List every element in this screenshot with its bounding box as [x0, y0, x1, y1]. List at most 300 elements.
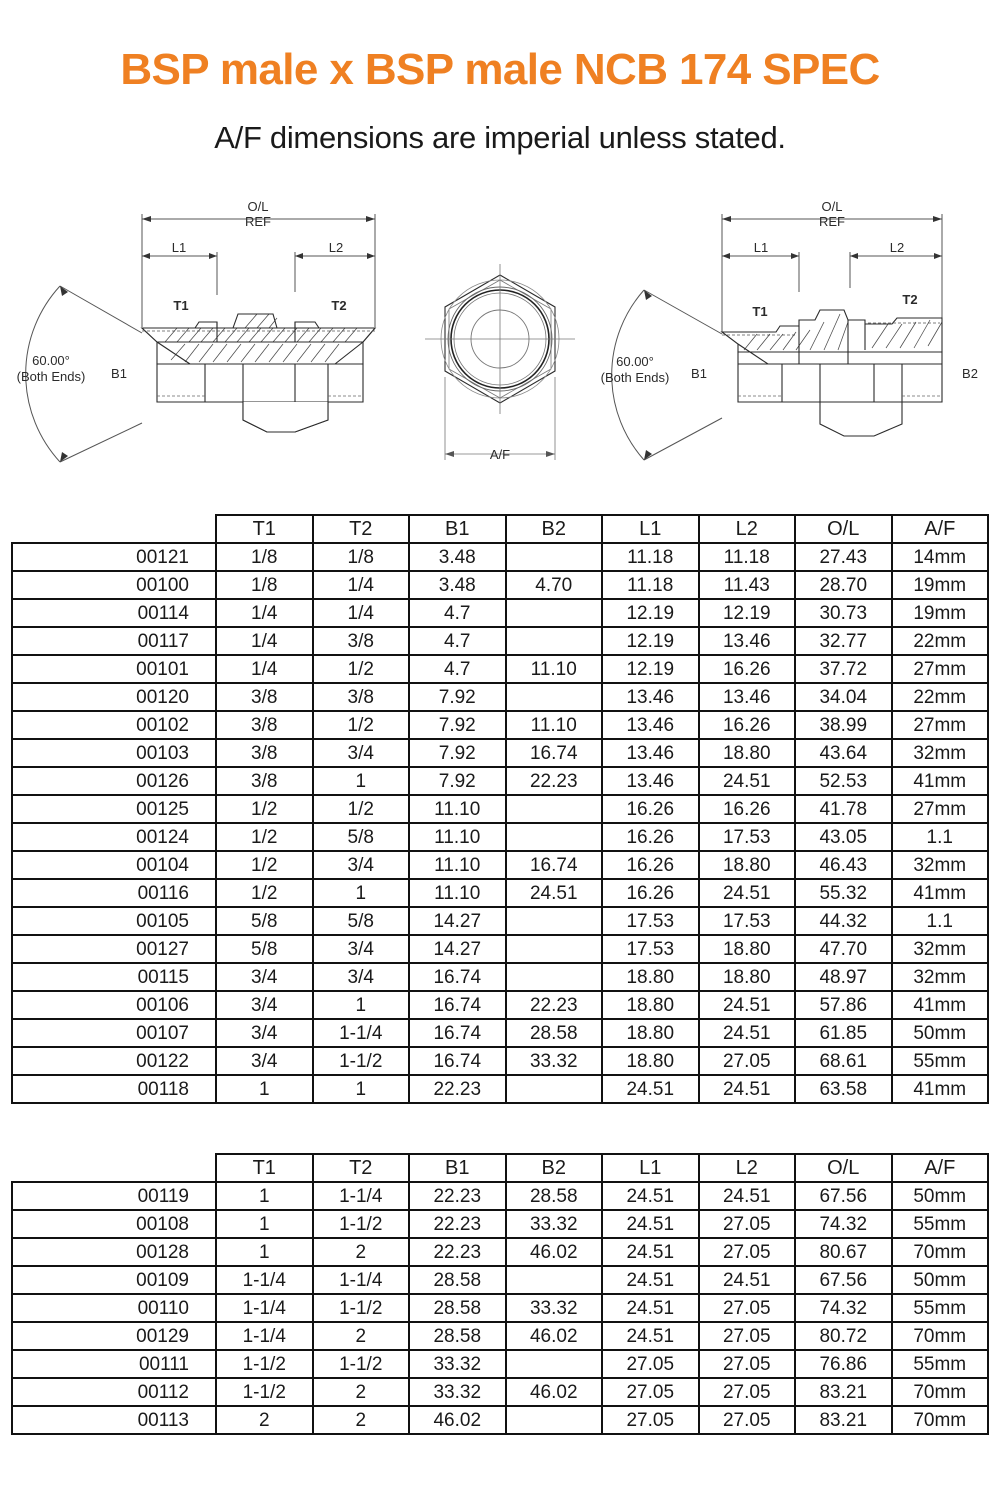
- cell-part-number: 00120: [12, 683, 216, 711]
- cell-t1: 3/8: [216, 683, 313, 711]
- cell-t1: 1-1/2: [216, 1350, 313, 1378]
- cell-a-f: 22mm: [892, 683, 989, 711]
- table-row: [12, 571, 988, 599]
- cell-l2: 17.53: [699, 907, 796, 935]
- column-header-t1: T1: [216, 1154, 313, 1182]
- cell-t2: 2: [313, 1238, 410, 1266]
- cell-part-number: 00105: [12, 907, 216, 935]
- cell-t2: 1: [313, 991, 410, 1019]
- cell-l2: 27.05: [699, 1294, 796, 1322]
- cell-l2: 24.51: [699, 879, 796, 907]
- cell-t2: 3/8: [313, 683, 410, 711]
- cell-b2: 33.32: [506, 1294, 603, 1322]
- table-row: [12, 767, 988, 795]
- cell-b1: 7.92: [409, 711, 506, 739]
- cell-t1: 5/8: [216, 907, 313, 935]
- spec-table-2-head: [12, 1154, 988, 1182]
- cell-t1: 1-1/4: [216, 1322, 313, 1350]
- cell-part-number: 00122: [12, 1047, 216, 1075]
- cell-t2: 1-1/4: [313, 1019, 410, 1047]
- cell-l1: 13.46: [602, 767, 699, 795]
- table-row: [12, 879, 988, 907]
- right-overall-length-label-line1: O/L: [821, 199, 843, 214]
- cell-t1: 1/4: [216, 627, 313, 655]
- cell-l2: 18.80: [699, 963, 796, 991]
- cell-t2: 1-1/2: [313, 1047, 410, 1075]
- cell-l2: 24.51: [699, 767, 796, 795]
- column-header-part-number: [12, 515, 216, 543]
- cell-b2: 46.02: [506, 1322, 603, 1350]
- cell-l1: 17.53: [602, 907, 699, 935]
- cell-t2: 5/8: [313, 823, 410, 851]
- cell-b1: 4.7: [409, 655, 506, 683]
- cell-t1: 1/2: [216, 795, 313, 823]
- cell-t1: 1/4: [216, 655, 313, 683]
- cell-l2: 13.46: [699, 683, 796, 711]
- cell-a-f: 32mm: [892, 739, 989, 767]
- cell-o-l: 44.32: [795, 907, 892, 935]
- cell-o-l: 74.32: [795, 1210, 892, 1238]
- cell-part-number: 00113: [12, 1406, 216, 1434]
- cell-l2: 16.26: [699, 795, 796, 823]
- cell-l1: 24.51: [602, 1210, 699, 1238]
- page-title: BSP male x BSP male NCB 174 SPEC: [120, 45, 880, 94]
- cell-a-f: 50mm: [892, 1182, 989, 1210]
- column-header-l2: L2: [699, 1154, 796, 1182]
- cell-l1: 18.80: [602, 963, 699, 991]
- cell-part-number: 00121: [12, 543, 216, 571]
- left-angle-label-line2: (Both Ends): [16, 369, 86, 384]
- cell-o-l: 67.56: [795, 1182, 892, 1210]
- cell-l1: 16.26: [602, 795, 699, 823]
- cell-a-f: 32mm: [892, 963, 989, 991]
- cell-t1: 1/8: [216, 571, 313, 599]
- table-header-row: [12, 1154, 988, 1182]
- cell-t2: 2: [313, 1378, 410, 1406]
- left-overall-length-label-line1: O/L: [247, 199, 269, 214]
- left-overall-length-label-line2: REF: [245, 214, 271, 229]
- table-row: [12, 1294, 988, 1322]
- cell-b2: [506, 935, 603, 963]
- cell-part-number: 00103: [12, 739, 216, 767]
- cell-o-l: 80.72: [795, 1322, 892, 1350]
- column-header-l1: L1: [602, 515, 699, 543]
- cell-o-l: 43.05: [795, 823, 892, 851]
- cell-l1: 16.26: [602, 823, 699, 851]
- cell-t1: 3/4: [216, 991, 313, 1019]
- cell-t2: 2: [313, 1322, 410, 1350]
- cell-b2: 16.74: [506, 739, 603, 767]
- cell-b2: [506, 627, 603, 655]
- cell-a-f: 27mm: [892, 655, 989, 683]
- cell-l2: 27.05: [699, 1350, 796, 1378]
- cell-l1: 27.05: [602, 1406, 699, 1434]
- cell-o-l: 38.99: [795, 711, 892, 739]
- cell-l1: 24.51: [602, 1238, 699, 1266]
- right-angle-label-line1: 60.00°: [616, 354, 654, 369]
- cell-l2: 27.05: [699, 1322, 796, 1350]
- right-b1-label: B1: [691, 366, 707, 381]
- cell-t1: 1-1/4: [216, 1294, 313, 1322]
- left-l1-label: L1: [171, 240, 187, 255]
- column-header-o-l: O/L: [795, 515, 892, 543]
- cell-b1: 28.58: [409, 1322, 506, 1350]
- cell-t1: 5/8: [216, 935, 313, 963]
- cell-b2: [506, 543, 603, 571]
- cell-b1: 16.74: [409, 1019, 506, 1047]
- cell-l2: 18.80: [699, 935, 796, 963]
- cell-o-l: 47.70: [795, 935, 892, 963]
- technical-drawings-band: [0, 192, 1000, 502]
- cell-part-number: 00125: [12, 795, 216, 823]
- table-header-row: [12, 515, 988, 543]
- table-row: [12, 1047, 988, 1075]
- cell-t1: 1/8: [216, 543, 313, 571]
- cell-part-number: 00112: [12, 1378, 216, 1406]
- cell-o-l: 80.67: [795, 1238, 892, 1266]
- cell-t1: 3/4: [216, 1047, 313, 1075]
- cell-l1: 27.05: [602, 1350, 699, 1378]
- cell-o-l: 74.32: [795, 1294, 892, 1322]
- cell-l1: 24.51: [602, 1294, 699, 1322]
- cell-t2: 3/4: [313, 739, 410, 767]
- cell-o-l: 48.97: [795, 963, 892, 991]
- spec-table-2: [11, 1153, 989, 1435]
- cell-b2: 24.51: [506, 879, 603, 907]
- cell-o-l: 30.73: [795, 599, 892, 627]
- cell-o-l: 76.86: [795, 1350, 892, 1378]
- cell-part-number: 00127: [12, 935, 216, 963]
- cell-l2: 27.05: [699, 1406, 796, 1434]
- cell-o-l: 63.58: [795, 1075, 892, 1103]
- cell-b2: [506, 907, 603, 935]
- cell-l2: 17.53: [699, 823, 796, 851]
- cell-l1: 13.46: [602, 683, 699, 711]
- cell-b1: 7.92: [409, 767, 506, 795]
- cell-l2: 24.51: [699, 1266, 796, 1294]
- table-row: [12, 1322, 988, 1350]
- cell-o-l: 34.04: [795, 683, 892, 711]
- cell-l1: 12.19: [602, 599, 699, 627]
- cell-l2: 18.80: [699, 739, 796, 767]
- column-header-part-number: [12, 1154, 216, 1182]
- cell-part-number: 00118: [12, 1075, 216, 1103]
- cell-l2: 12.19: [699, 599, 796, 627]
- cell-o-l: 32.77: [795, 627, 892, 655]
- cell-b2: 11.10: [506, 655, 603, 683]
- cell-t2: 1/2: [313, 711, 410, 739]
- column-header-b1: B1: [409, 1154, 506, 1182]
- table-row: [12, 1019, 988, 1047]
- left-b1-label: B1: [111, 366, 127, 381]
- cell-b1: 11.10: [409, 795, 506, 823]
- cell-o-l: 57.86: [795, 991, 892, 1019]
- cell-t1: 1: [216, 1075, 313, 1103]
- cell-l2: 11.18: [699, 543, 796, 571]
- cell-b1: 14.27: [409, 907, 506, 935]
- cell-t1: 3/8: [216, 711, 313, 739]
- left-l2-label: L2: [328, 240, 344, 255]
- spec-table-2-body: [12, 1182, 988, 1434]
- right-t1-label: T1: [752, 304, 768, 319]
- right-l2-label: L2: [889, 240, 905, 255]
- cell-l2: 24.51: [699, 991, 796, 1019]
- cell-l2: 16.26: [699, 711, 796, 739]
- cell-part-number: 00109: [12, 1266, 216, 1294]
- cell-b2: 22.23: [506, 767, 603, 795]
- cell-t1: 3/8: [216, 767, 313, 795]
- cell-b2: 33.32: [506, 1047, 603, 1075]
- center-hex-end-view-drawing: [405, 192, 595, 502]
- cell-a-f: 70mm: [892, 1378, 989, 1406]
- right-fitting-cross-section-drawing: [592, 192, 1000, 502]
- cell-t2: 1/4: [313, 599, 410, 627]
- cell-a-f: 1.1: [892, 823, 989, 851]
- cell-b1: 16.74: [409, 963, 506, 991]
- cell-t2: 5/8: [313, 907, 410, 935]
- cell-o-l: 83.21: [795, 1378, 892, 1406]
- table-row: [12, 1182, 988, 1210]
- cell-b1: 46.02: [409, 1406, 506, 1434]
- column-header-b2: B2: [506, 515, 603, 543]
- cell-t1: 1: [216, 1238, 313, 1266]
- column-header-t2: T2: [313, 1154, 410, 1182]
- cell-t1: 1: [216, 1182, 313, 1210]
- cell-l2: 13.46: [699, 627, 796, 655]
- cell-part-number: 00124: [12, 823, 216, 851]
- cell-b2: 4.70: [506, 571, 603, 599]
- cell-t2: 1/2: [313, 655, 410, 683]
- cell-l2: 27.05: [699, 1378, 796, 1406]
- cell-t2: 1/2: [313, 795, 410, 823]
- cell-l2: 27.05: [699, 1238, 796, 1266]
- cell-t2: 3/4: [313, 935, 410, 963]
- cell-a-f: 41mm: [892, 879, 989, 907]
- cell-o-l: 55.32: [795, 879, 892, 907]
- cell-l1: 24.51: [602, 1182, 699, 1210]
- table-row: [12, 1238, 988, 1266]
- table-row: [12, 1378, 988, 1406]
- spec-table-1-body: [12, 543, 988, 1103]
- column-header-l2: L2: [699, 515, 796, 543]
- cell-t2: 1: [313, 879, 410, 907]
- cell-part-number: 00126: [12, 767, 216, 795]
- cell-part-number: 00129: [12, 1322, 216, 1350]
- cell-t1: 3/4: [216, 963, 313, 991]
- cell-b1: 33.32: [409, 1350, 506, 1378]
- cell-l1: 18.80: [602, 991, 699, 1019]
- cell-part-number: 00116: [12, 879, 216, 907]
- cell-t1: 1: [216, 1210, 313, 1238]
- spec-table-1: [11, 514, 989, 1104]
- right-b2-label: B2: [962, 366, 978, 381]
- cell-t2: 1: [313, 767, 410, 795]
- right-overall-length-label-line2: REF: [819, 214, 845, 229]
- cell-l1: 16.26: [602, 879, 699, 907]
- cell-t2: 1-1/2: [313, 1294, 410, 1322]
- cell-t1: 1-1/2: [216, 1378, 313, 1406]
- cell-t1: 3/4: [216, 1019, 313, 1047]
- column-header-l1: L1: [602, 1154, 699, 1182]
- left-angle-label-line1: 60.00°: [32, 353, 70, 368]
- cell-l1: 16.26: [602, 851, 699, 879]
- cell-b2: [506, 795, 603, 823]
- table-row: [12, 739, 988, 767]
- right-angle-label-line2: (Both Ends): [600, 370, 670, 385]
- cell-a-f: 19mm: [892, 571, 989, 599]
- cell-l2: 11.43: [699, 571, 796, 599]
- cell-t2: 3/4: [313, 851, 410, 879]
- cell-t2: 2: [313, 1406, 410, 1434]
- cell-t2: 1: [313, 1075, 410, 1103]
- cell-b1: 7.92: [409, 739, 506, 767]
- cell-b1: 28.58: [409, 1266, 506, 1294]
- cell-a-f: 1.1: [892, 907, 989, 935]
- cell-b2: [506, 823, 603, 851]
- cell-o-l: 41.78: [795, 795, 892, 823]
- cell-a-f: 70mm: [892, 1322, 989, 1350]
- cell-a-f: 70mm: [892, 1406, 989, 1434]
- cell-b1: 7.92: [409, 683, 506, 711]
- cell-t1: 1-1/4: [216, 1266, 313, 1294]
- cell-a-f: 14mm: [892, 543, 989, 571]
- cell-b1: 28.58: [409, 1294, 506, 1322]
- cell-t1: 2: [216, 1406, 313, 1434]
- cell-l1: 18.80: [602, 1047, 699, 1075]
- table-row: [12, 683, 988, 711]
- cell-t2: 1/8: [313, 543, 410, 571]
- cell-b2: 28.58: [506, 1182, 603, 1210]
- cell-t1: 1/2: [216, 851, 313, 879]
- cell-l2: 24.51: [699, 1019, 796, 1047]
- cell-b2: 46.02: [506, 1238, 603, 1266]
- cell-l2: 27.05: [699, 1210, 796, 1238]
- cell-part-number: 00106: [12, 991, 216, 1019]
- cell-a-f: 55mm: [892, 1047, 989, 1075]
- cell-o-l: 28.70: [795, 571, 892, 599]
- cell-b1: 3.48: [409, 571, 506, 599]
- column-header-a-f: A/F: [892, 1154, 989, 1182]
- cell-a-f: 27mm: [892, 795, 989, 823]
- cell-o-l: 43.64: [795, 739, 892, 767]
- cell-t1: 1/4: [216, 599, 313, 627]
- cell-b2: [506, 1406, 603, 1434]
- center-af-label: A/F: [489, 447, 511, 462]
- cell-a-f: 22mm: [892, 627, 989, 655]
- column-header-a-f: A/F: [892, 515, 989, 543]
- cell-b2: [506, 1266, 603, 1294]
- cell-t2: 1-1/4: [313, 1182, 410, 1210]
- cell-l1: 11.18: [602, 571, 699, 599]
- table-row: [12, 543, 988, 571]
- cell-part-number: 00111: [12, 1350, 216, 1378]
- cell-b1: 14.27: [409, 935, 506, 963]
- cell-b2: [506, 1075, 603, 1103]
- right-l1-label: L1: [753, 240, 769, 255]
- left-t2-label: T2: [331, 298, 347, 313]
- cell-b1: 3.48: [409, 543, 506, 571]
- cell-a-f: 19mm: [892, 599, 989, 627]
- cell-l1: 13.46: [602, 711, 699, 739]
- table-row: [12, 1075, 988, 1103]
- cell-l1: 11.18: [602, 543, 699, 571]
- cell-b2: [506, 599, 603, 627]
- cell-o-l: 67.56: [795, 1266, 892, 1294]
- column-header-t2: T2: [313, 515, 410, 543]
- spec-table-2-container: [0, 1153, 1000, 1435]
- cell-part-number: 00117: [12, 627, 216, 655]
- table-row: [12, 1406, 988, 1434]
- cell-part-number: 00128: [12, 1238, 216, 1266]
- cell-b2: [506, 963, 603, 991]
- table-row: [12, 795, 988, 823]
- table-row: [12, 823, 988, 851]
- cell-b2: [506, 1350, 603, 1378]
- table-row: [12, 1210, 988, 1238]
- cell-l1: 12.19: [602, 655, 699, 683]
- table-row: [12, 991, 988, 1019]
- cell-o-l: 83.21: [795, 1406, 892, 1434]
- cell-part-number: 00107: [12, 1019, 216, 1047]
- cell-t2: 3/4: [313, 963, 410, 991]
- cell-b1: 22.23: [409, 1075, 506, 1103]
- cell-b2: [506, 683, 603, 711]
- cell-part-number: 00101: [12, 655, 216, 683]
- cell-l1: 17.53: [602, 935, 699, 963]
- cell-b1: 22.23: [409, 1182, 506, 1210]
- table-row: [12, 1350, 988, 1378]
- cell-l1: 24.51: [602, 1322, 699, 1350]
- cell-l2: 27.05: [699, 1047, 796, 1075]
- cell-b1: 16.74: [409, 1047, 506, 1075]
- cell-o-l: 27.43: [795, 543, 892, 571]
- table-row: [12, 1266, 988, 1294]
- table-row: [12, 935, 988, 963]
- cell-b2: 22.23: [506, 991, 603, 1019]
- cell-a-f: 55mm: [892, 1350, 989, 1378]
- left-fitting-cross-section-drawing: [5, 192, 425, 502]
- cell-b1: 16.74: [409, 991, 506, 1019]
- cell-l2: 18.80: [699, 851, 796, 879]
- cell-part-number: 00102: [12, 711, 216, 739]
- right-t2-label: T2: [902, 292, 918, 307]
- cell-t2: 1-1/2: [313, 1350, 410, 1378]
- table-row: [12, 907, 988, 935]
- spec-table-1-head: [12, 515, 988, 543]
- cell-a-f: 70mm: [892, 1238, 989, 1266]
- cell-a-f: 50mm: [892, 1019, 989, 1047]
- cell-t1: 1/2: [216, 823, 313, 851]
- cell-part-number: 00108: [12, 1210, 216, 1238]
- cell-b2: 16.74: [506, 851, 603, 879]
- cell-t2: 3/8: [313, 627, 410, 655]
- cell-a-f: 32mm: [892, 851, 989, 879]
- cell-part-number: 00119: [12, 1182, 216, 1210]
- cell-b1: 11.10: [409, 851, 506, 879]
- table-row: [12, 627, 988, 655]
- cell-part-number: 00110: [12, 1294, 216, 1322]
- cell-b1: 22.23: [409, 1238, 506, 1266]
- cell-a-f: 55mm: [892, 1294, 989, 1322]
- cell-a-f: 41mm: [892, 991, 989, 1019]
- cell-o-l: 61.85: [795, 1019, 892, 1047]
- cell-b2: 28.58: [506, 1019, 603, 1047]
- cell-o-l: 37.72: [795, 655, 892, 683]
- cell-a-f: 50mm: [892, 1266, 989, 1294]
- cell-b1: 4.7: [409, 599, 506, 627]
- cell-b1: 11.10: [409, 823, 506, 851]
- table-row: [12, 599, 988, 627]
